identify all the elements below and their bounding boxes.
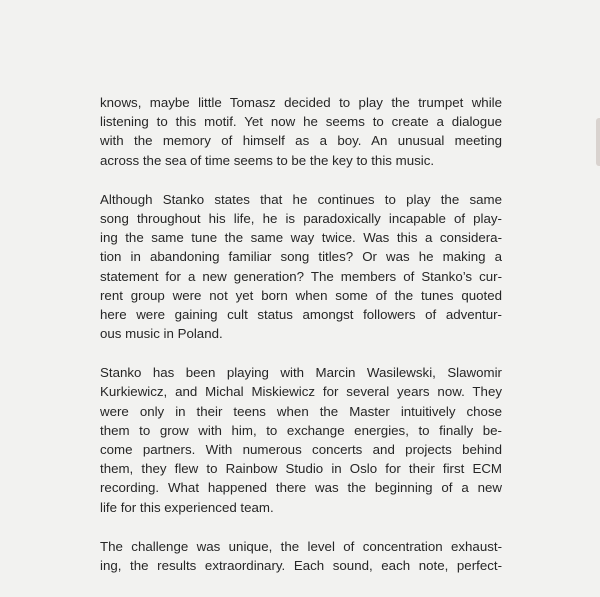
text-line: ous music in Poland. [100, 326, 223, 342]
text-line: with the memory of himself as a boy. An unusual meeting [100, 133, 502, 149]
text-line: them to grow with him, to exchange energies, to finally be- [100, 422, 502, 438]
text-line: come partners. With numerous concerts and projects behind [100, 442, 502, 457]
text-line: song throughout his life, he is paradoxically incapable of play- [100, 210, 502, 226]
text-line: life for this experienced team. [100, 499, 274, 515]
body-text [100, 93, 502, 595]
page-edge-mark [596, 118, 600, 166]
text-line: listening to this motif. Yet now he seems to create a dialogue [100, 114, 502, 130]
text-line: recording. What happened there was the beginning of a new [100, 480, 502, 496]
paragraph-3 [100, 363, 502, 517]
text-line: tion in abandoning familiar song titles? Or was he making a [100, 249, 502, 265]
text-line: ing, the results extraordinary. Each sound, each note, perfect- [100, 557, 502, 573]
text-line: Kurkiewicz, and Michal Miskiewicz for several years now. They [100, 384, 502, 400]
text-line: Stanko has been playing with Marcin Wasilewski, Slawomir [100, 365, 502, 381]
text-line: Although Stanko states that he continues to play the same [100, 191, 502, 207]
paragraph-1 [100, 93, 502, 170]
text-line: rent group were not yet born when some of the tunes quoted [100, 287, 502, 303]
text-line: them, they flew to Rainbow Studio in Oslo for their first ECM [100, 461, 502, 477]
text-line: ing the same tune the same way twice. Was this a considera- [100, 230, 502, 246]
text-line: knows, maybe little Tomasz decided to play the trumpet while [100, 95, 502, 110]
paragraph-4 [100, 537, 502, 575]
text-line: statement for a new generation? The members of Stanko’s cur- [100, 268, 502, 284]
text-line: here were gaining cult status amongst followers of adventur- [100, 306, 502, 322]
text-line: The challenge was unique, the level of concentration exhaust- [100, 538, 502, 554]
paragraph-2 [100, 190, 502, 344]
text-line: were only in their teens when the Master intuitively chose [100, 403, 502, 419]
text-line: across the sea of time seems to be the key to this music. [100, 152, 435, 168]
